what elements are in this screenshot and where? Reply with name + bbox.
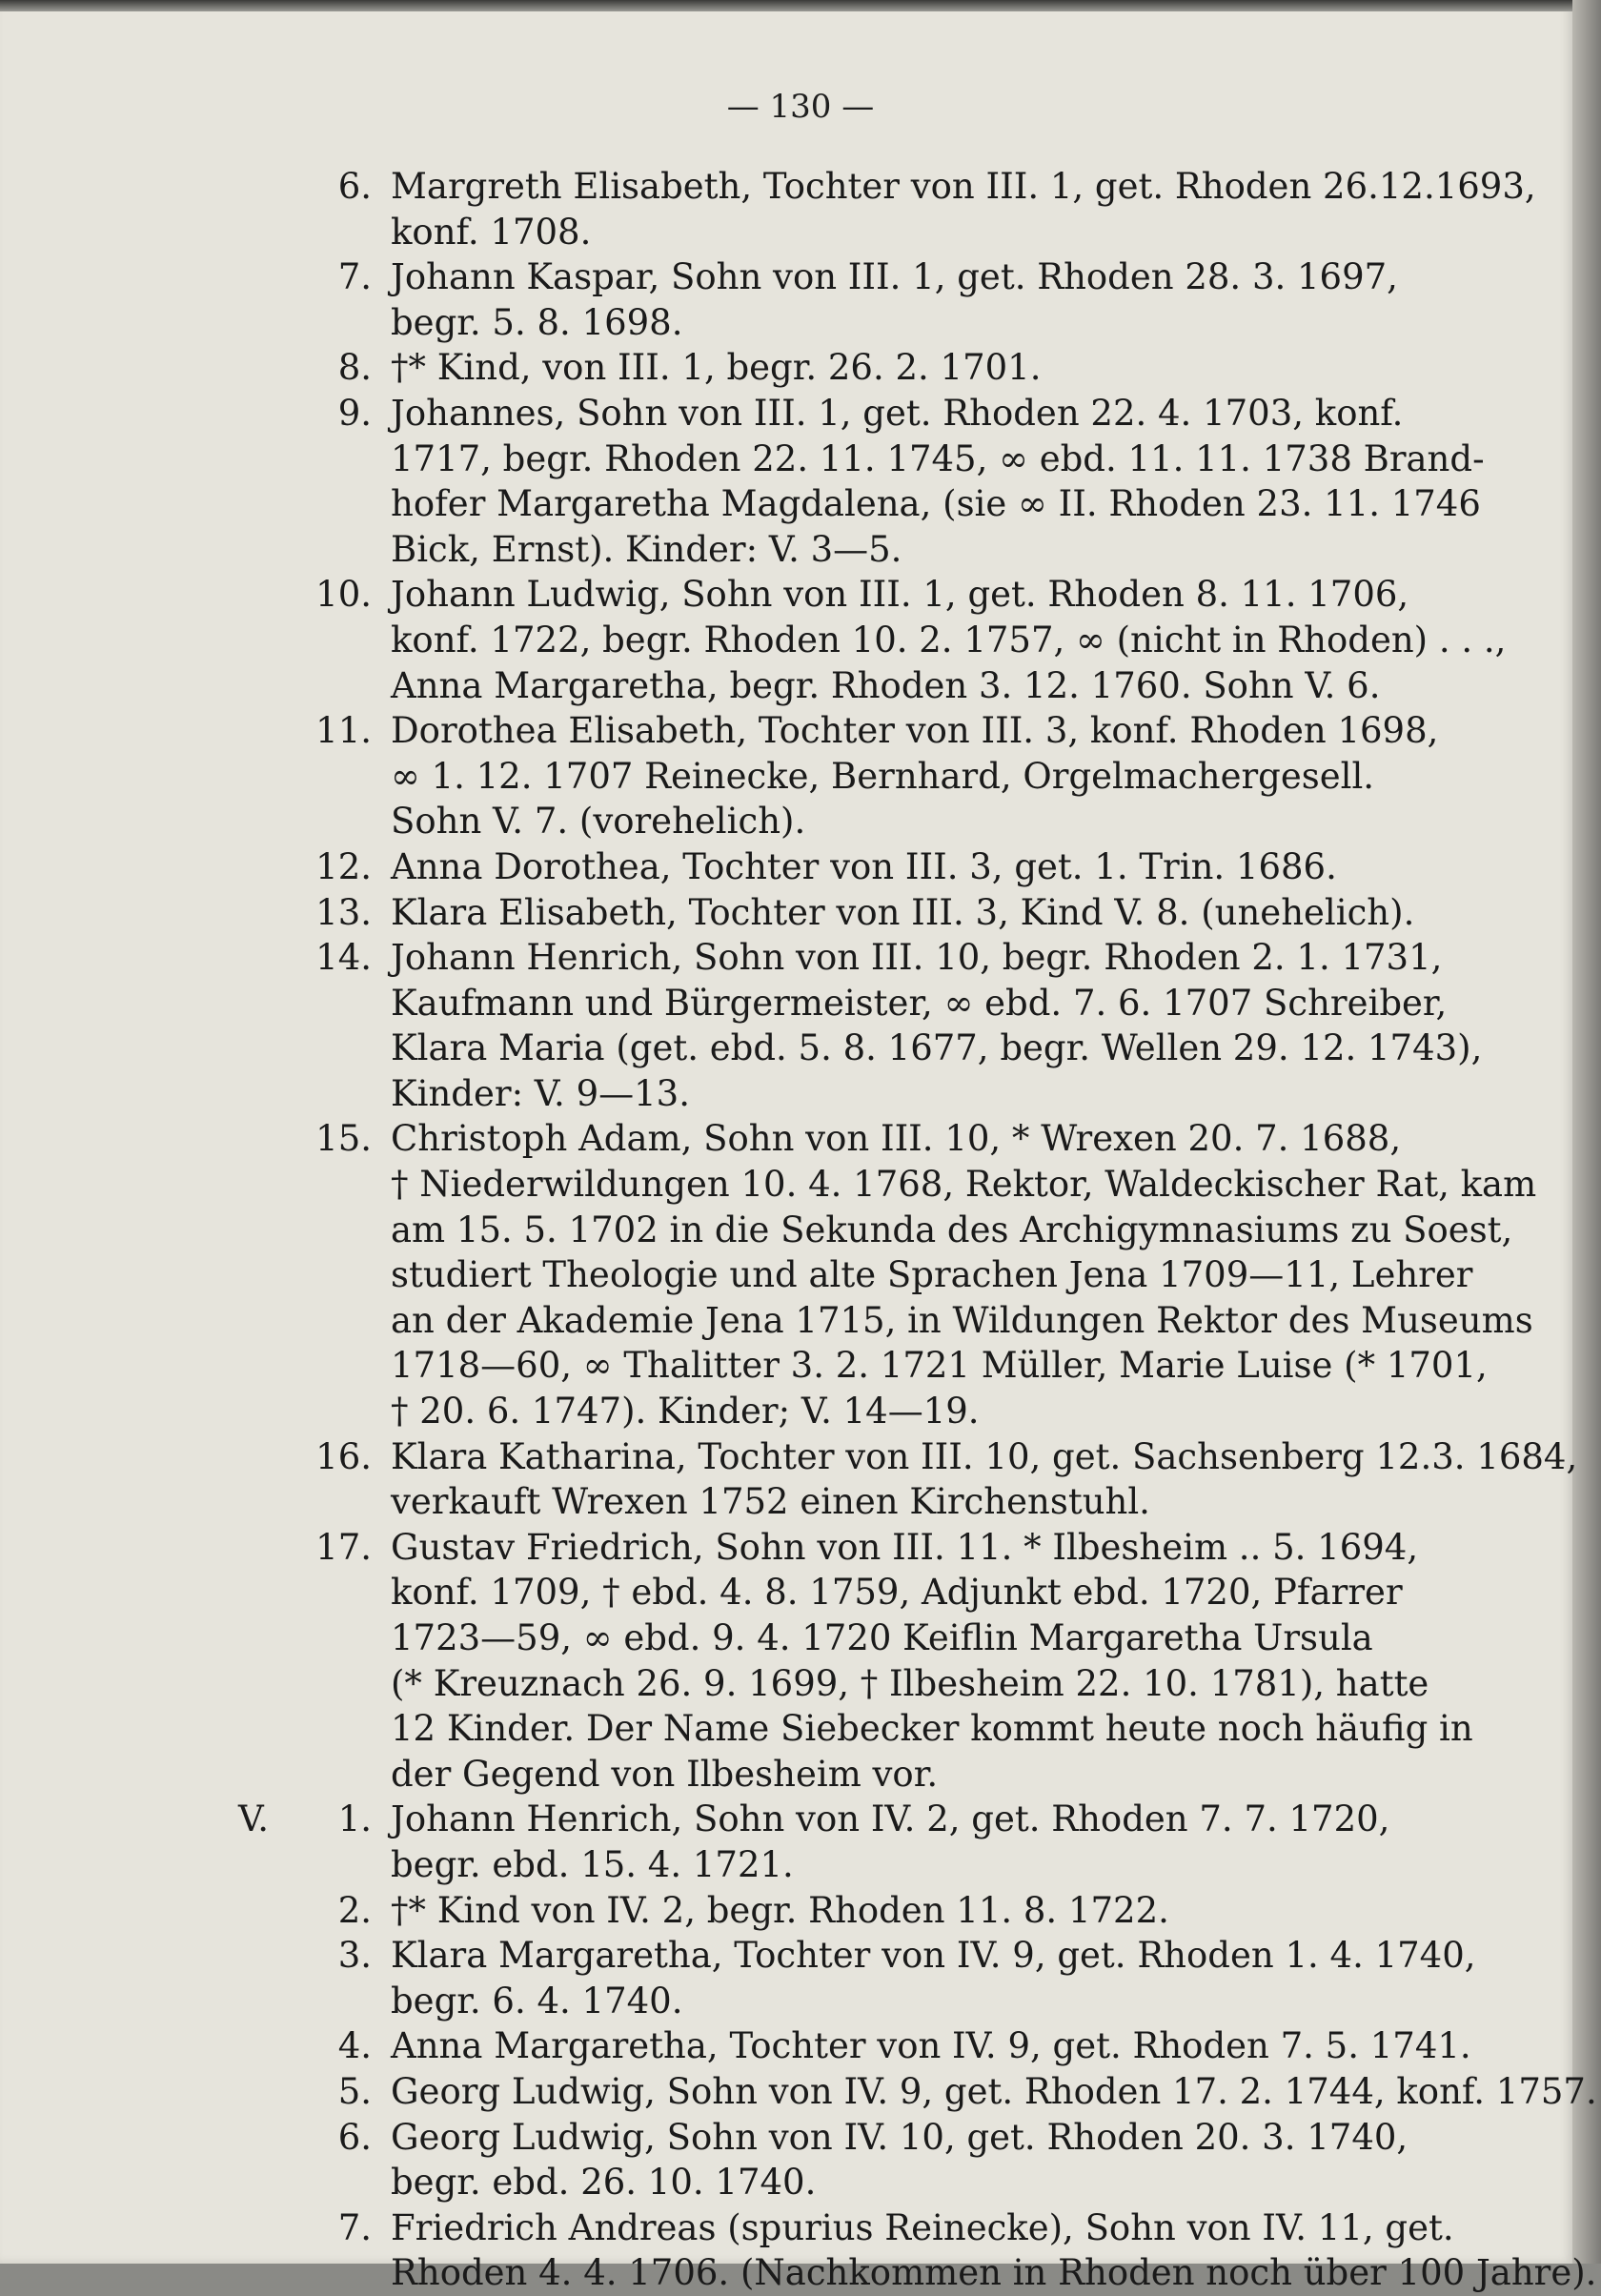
entry-text-line: †* Kind, von III. 1, begr. 26. 2. 1701.: [391, 347, 1042, 389]
page-number: — 130 —: [726, 88, 875, 126]
genealogy-entry: [0, 1116, 1537, 1433]
entry-text-line: Anna Margaretha, Tochter von IV. 9, get. Rhoden 7. 5. 1741.: [391, 2025, 1471, 2067]
genealogy-entry: [0, 345, 1439, 391]
entry-text-line: hofer Margaretha Magdalena, (sie ∞ II. Rhoden 23. 11. 1746: [391, 483, 1481, 525]
genealogy-entry: [0, 2023, 1471, 2069]
entry-text-line: Gustav Friedrich, Sohn von III. 11. * Ilbesheim .. 5. 1694,: [391, 1526, 1419, 1568]
entry-text-line: begr. 6. 4. 1740.: [391, 1980, 683, 2022]
scan-top-edge: [0, 0, 1601, 11]
entry-text-line: Georg Ludwig, Sohn von IV. 9, get. Rhoden 17. 2. 1744, konf. 1757.: [391, 2070, 1597, 2112]
entry-number: 7.: [337, 2206, 372, 2248]
genealogy-entry: [0, 2115, 1439, 2205]
entry-number: 3.: [337, 1935, 372, 1977]
entry-text-line: Klara Katharina, Tochter von III. 10, get. Sachsenberg 12.3. 1684,: [391, 1435, 1578, 1477]
entry-text-line: Johann Kaspar, Sohn von III. 1, get. Rhoden 28. 3. 1697,: [391, 256, 1398, 298]
entry-text-line: Johann Henrich, Sohn von III. 10, begr. Rhoden 2. 1. 1731,: [391, 937, 1443, 979]
entry-number: 8.: [337, 347, 372, 389]
entry-text-line: Anna Dorothea, Tochter von III. 3, get. 1. Trin. 1686.: [391, 845, 1337, 887]
genealogy-entry: [0, 1888, 1439, 1934]
entry-number: 13.: [315, 891, 372, 933]
entry-text-line: Dorothea Elisabeth, Tochter von III. 3, konf. Rhoden 1698,: [391, 710, 1439, 752]
entry-list: [0, 164, 1601, 2296]
section-numeral: V.: [238, 1798, 270, 1840]
entry-number: 5.: [337, 2070, 372, 2112]
entry-text-line: an der Akademie Jena 1715, in Wildungen Rektor des Museums: [391, 1299, 1533, 1341]
entry-text-line: Sohn V. 7. (vorehelich).: [391, 801, 806, 843]
entry-text-line: 1718—60, ∞ Thalitter 3. 2. 1721 Müller, Marie Luise (* 1701,: [391, 1345, 1488, 1387]
genealogy-entry: [0, 1797, 1439, 1887]
entry-text-line: Bick, Ernst). Kinder: V. 3—5.: [391, 528, 902, 570]
entry-number: 15.: [315, 1118, 372, 1160]
entry-text-line: Georg Ludwig, Sohn von IV. 10, get. Rhoden 20. 3. 1740,: [391, 2116, 1408, 2158]
entry-number: 7.: [337, 256, 372, 298]
entry-number: 11.: [315, 710, 372, 752]
entry-number: 6.: [337, 166, 372, 207]
genealogy-entry: [0, 844, 1439, 890]
entry-text-line: Margreth Elisabeth, Tochter von III. 1, get. Rhoden 26.12.1693,: [391, 166, 1536, 207]
genealogy-entry: [0, 1525, 1473, 1798]
entry-text-line: Rhoden 4. 4. 1706. (Nachkommen in Rhoden noch über 100 Jahre).: [391, 2252, 1597, 2294]
genealogy-entry: [0, 391, 1485, 572]
entry-text-line: † 20. 6. 1747). Kinder; V. 14—19.: [391, 1391, 980, 1432]
genealogy-entry: [0, 1434, 1578, 1525]
entry-number: 14.: [315, 937, 372, 979]
entry-text-line: Johannes, Sohn von III. 1, get. Rhoden 22. 4. 1703, konf.: [391, 392, 1404, 434]
entry-number: 4.: [337, 2025, 372, 2067]
entry-number: 9.: [337, 392, 372, 434]
entry-text-line: konf. 1709, † ebd. 4. 8. 1759, Adjunkt ebd. 1720, Pfarrer: [391, 1572, 1403, 1614]
entry-text-line: Anna Margaretha, begr. Rhoden 3. 12. 1760. Sohn V. 6.: [391, 664, 1381, 706]
entry-text-line: studiert Theologie und alte Sprachen Jena 1709—11, Lehrer: [391, 1254, 1473, 1296]
genealogy-entry: [0, 1933, 1476, 2023]
entry-text-line: ∞ 1. 12. 1707 Reinecke, Bernhard, Orgelmachergesell.: [391, 755, 1375, 797]
entry-text-line: verkauft Wrexen 1752 einen Kirchenstuhl.: [391, 1481, 1150, 1523]
entry-text-line: begr. 5. 8. 1698.: [391, 301, 683, 343]
entry-text-line: konf. 1722, begr. Rhoden 10. 2. 1757, ∞ (nicht in Rhoden) . . .,: [391, 619, 1507, 660]
entry-text-line: der Gegend von Ilbesheim vor.: [391, 1753, 939, 1795]
genealogy-entry: [0, 164, 1536, 254]
entry-text-line: Kaufmann und Bürgermeister, ∞ ebd. 7. 6. 1707 Schreiber,: [391, 982, 1448, 1024]
entry-number: 6.: [337, 2116, 372, 2158]
entry-text-line: Klara Elisabeth, Tochter von III. 3, Kind V. 8. (unehelich).: [391, 891, 1415, 933]
entry-text-line: konf. 1708.: [391, 211, 592, 253]
entry-text-line: am 15. 5. 1702 in die Sekunda des Archigymnasiums zu Soest,: [391, 1209, 1513, 1250]
entry-text-line: 1723—59, ∞ ebd. 9. 4. 1720 Keiflin Margaretha Ursula: [391, 1617, 1373, 1658]
genealogy-entry: [0, 2205, 1597, 2296]
entry-text-line: 12 Kinder. Der Name Siebecker kommt heute noch häufig in: [391, 1708, 1473, 1750]
entry-text-line: 1717, begr. Rhoden 22. 11. 1745, ∞ ebd. 11. 11. 1738 Brand-: [391, 437, 1485, 479]
genealogy-entry: [0, 2069, 1597, 2115]
genealogy-entry: [0, 572, 1507, 708]
entry-text-line: Klara Maria (get. ebd. 5. 8. 1677, begr. Wellen 29. 12. 1743),: [391, 1027, 1483, 1069]
entry-number: 17.: [315, 1526, 372, 1568]
entry-text-line: †* Kind von IV. 2, begr. Rhoden 11. 8. 1722.: [391, 1889, 1169, 1931]
entry-text-line: begr. ebd. 15. 4. 1721.: [391, 1843, 794, 1885]
genealogy-entry: [0, 890, 1439, 936]
entry-text-line: Johann Ludwig, Sohn von III. 1, get. Rhoden 8. 11. 1706,: [391, 574, 1409, 616]
entry-number: 16.: [315, 1435, 372, 1477]
entry-number: 1.: [337, 1798, 372, 1840]
genealogy-entry: [0, 935, 1483, 1116]
entry-text-line: begr. ebd. 26. 10. 1740.: [391, 2162, 817, 2204]
genealogy-entry: [0, 708, 1439, 844]
entry-text-line: (* Kreuznach 26. 9. 1699, † Ilbesheim 22. 10. 1781), hatte: [391, 1662, 1429, 1704]
entry-number: 12.: [315, 845, 372, 887]
entry-text-line: Christoph Adam, Sohn von III. 10, * Wrexen 20. 7. 1688,: [391, 1118, 1402, 1160]
entry-text-line: Kinder: V. 9—13.: [391, 1072, 690, 1114]
entry-text-line: Johann Henrich, Sohn von IV. 2, get. Rhoden 7. 7. 1720,: [391, 1798, 1390, 1840]
entry-text-line: Klara Margaretha, Tochter von IV. 9, get. Rhoden 1. 4. 1740,: [391, 1935, 1476, 1977]
entry-text-line: † Niederwildungen 10. 4. 1768, Rektor, Waldeckischer Rat, kam: [391, 1164, 1537, 1206]
entry-number: 10.: [315, 574, 372, 616]
entry-number: 2.: [337, 1889, 372, 1931]
genealogy-entry: [0, 254, 1439, 345]
entry-text-line: Friedrich Andreas (spurius Reinecke), Sohn von IV. 11, get.: [391, 2206, 1454, 2248]
